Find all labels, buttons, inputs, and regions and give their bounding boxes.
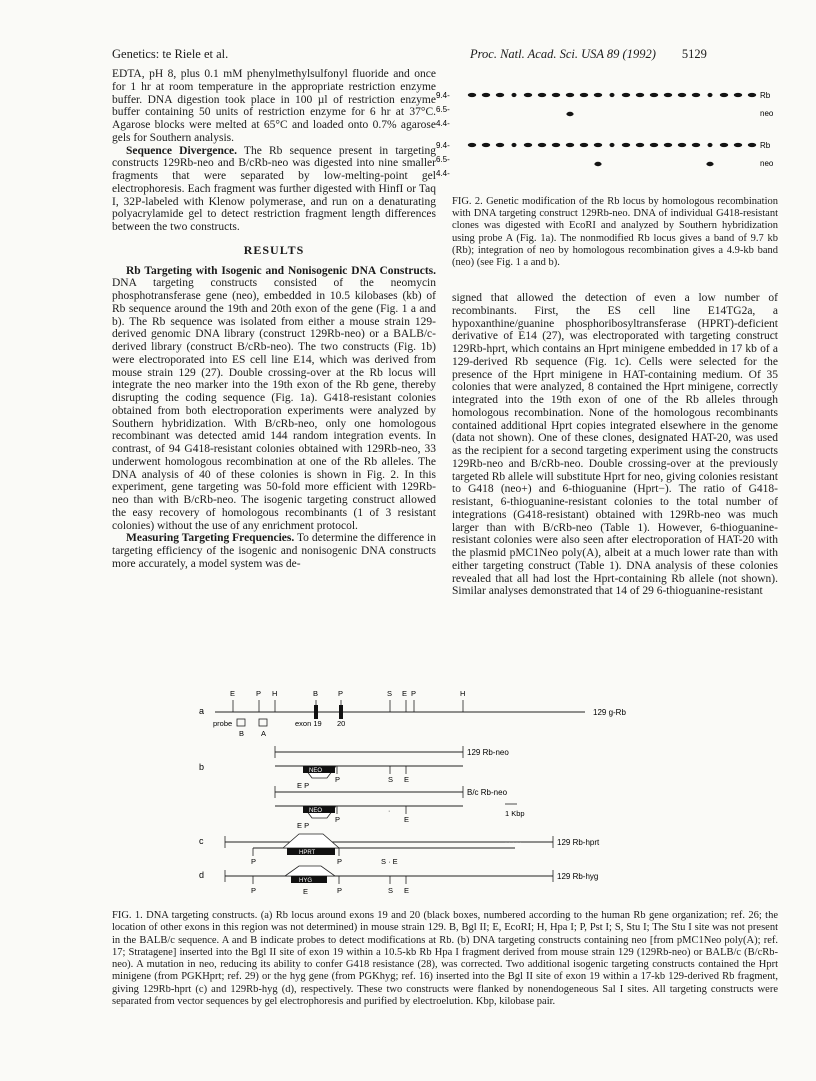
row-d-129rb-hyg [199,866,598,896]
rb-band [636,93,644,97]
rb-band [650,143,658,147]
site-e-hyg-cassette: E [303,887,309,896]
faint-dots: · · · · · [505,840,522,846]
marker-6.5-top: 6.5- [436,105,450,114]
site-p-129: P [335,775,341,784]
running-head-right [470,47,707,62]
rb-band [692,93,700,97]
neo-band [566,112,573,116]
methods-continuation: EDTA, pH 8, plus 0.1 mM phenylmethylsulfonyl fluoride and once for 1 hr at room temperature in the appropriate restriction enzyme buffer. DNA digestion took place in 100 µl of restriction enzyme buffer containing 50 units of restriction enzyme for 6 hr at 37°C. Agarose blocks were melted at 65°C and loaded onto 0.7% agarose gels for Southern analysis. [112,68,436,144]
rb-band [720,93,728,97]
page-number: 5129 [681,47,707,61]
rb-band [580,93,588,97]
site-s-hyg: S [388,886,394,895]
rb-band [678,143,686,147]
exon-19-label: exon 19 [295,719,322,728]
site-e-hyg: E [404,886,410,895]
marker-6.5-bottom: 6.5- [436,155,450,164]
site-s-129: S [388,775,394,784]
marker-9.4-bottom: 9.4- [436,141,450,150]
journal-citation: Proc. Natl. Acad. Sci. USA 89 (1992) [470,47,656,61]
probe-label: probe [213,719,233,728]
site-label-H2: H [460,689,466,698]
marker-9.4-top: 9.4- [436,91,450,100]
southern-blot-figure [430,84,790,214]
rb-band [636,143,644,147]
probe-b-box [237,719,245,726]
site-p-hprt-right: P [337,857,343,866]
site-label-P3: P [411,689,417,698]
band-label-neo-top: neo [760,109,774,118]
rb-band [594,143,602,147]
rb-band [734,93,742,97]
construct-label-129rb-hyg: 129 Rb-hyg [557,872,599,881]
measuring-paragraph [112,532,436,570]
site-e-129: E [404,775,410,784]
exon-19-box [314,705,318,719]
rb-band [524,93,532,97]
row-label-a: a [199,706,205,716]
blot-lanes-top [468,93,756,116]
rb-band [748,143,756,147]
probe-b-label: B [239,729,245,738]
marker-4.4-bottom: 4.4- [436,169,450,178]
blot-panel-bottom [436,141,774,178]
rb-band [734,143,742,147]
site-label-S: S [387,689,393,698]
sites-s-e-hprt: S · E [381,857,398,866]
rb-band [552,93,560,97]
rb-band [692,143,700,147]
rb-band [468,143,476,147]
rb-targeting-paragraph [112,265,436,533]
rb-band [610,143,615,147]
row-label-b: b [199,762,205,772]
row-c-129rb-hprt [199,834,600,866]
rb-band [708,143,713,147]
row-a-locus [199,689,626,738]
rb-band [566,143,574,147]
blot-lanes-bottom [468,143,756,166]
rb-band [664,93,672,97]
rb-band [496,143,504,147]
sequence-divergence-body: The Rb sequence present in targeting constructs 129Rb-neo and B/cRb-neo was digested into nine smaller fragments that were separated by low-melting-point gel electrophoresis. Each fragment was further digested with HinfI or Taq I, 32P-labeled with Klenow polymerase, and run on a denaturating polyacrylamide gel to detect restriction fragment length differences between the two constructs. [112,144,436,233]
rb-band [524,143,532,147]
site-p-hyg-right: P [337,886,343,895]
rb-band [622,93,630,97]
site-p-hyg-left: P [251,886,257,895]
fig2-caption: FIG. 2. Genetic modification of the Rb locus by homologous recombination with DNA targeting construct 129Rb-neo. DNA of individual G418-resistant clones was digested with EcoRI and analyzed by Southern hybridization using probe A (Fig. 1a). The nonmodified Rb locus gives a band of 9.7 kb (Rb); integration of neo by homologous recombination gives a 4.9-kb band (neo) (see Fig. 1 a and b). [452,196,778,269]
rb-band [496,93,504,97]
bc-stu-dot: · [388,808,391,815]
construct-label-129rb-hprt: 129 Rb-hprt [557,838,600,847]
site-label-E2: E [402,689,408,698]
scale-bar-label: 1 Kbp [505,809,525,818]
measuring-body: To determine the difference in targeting efficiency of the isogenic and nonisogenic DNA constructs more accurately, a model system was de- [112,532,436,570]
band-label-rb-bottom: Rb [760,141,771,150]
row-b-bc-rb-neo [275,786,525,830]
site-label-P2: P [338,689,344,698]
rb-band [552,143,560,147]
rb-band [610,93,615,97]
band-label-neo-bottom: neo [760,159,774,168]
band-label-rb-top: Rb [760,91,771,100]
site-e-bc: E [404,815,410,824]
running-head-left: Genetics: te Riele et al. [112,47,229,61]
hprt-label: HPRT [299,850,316,856]
rb-targeting-body: DNA targeting constructs consisted of the neomycin phosphotransferase gene (neo), embedded in 10.5 kilobases (kb) of Rb sequence around the 19th and 20th exon of the gene (Fig. 1 a and b). The Rb sequence was isolated from either a mouse strain 129-derived genomic DNA library (construct 129Rb-neo) or a BALB/c-derived library (construct B/cRb-neo). The two constructs (Fig. 1b) were electroporated into ES cell line E14, which was derived from mouse strain 129 (27). Double crossing-over at the Rb locus will integrate the neo marker into the 19th exon of the Rb gene, thereby disrupting the coding sequence (Fig. 1a). G418-resistant colonies obtained from both electroporation experiments were analyzed by Southern hybridization. With B/cRb-neo, only one homologous recombinant was detected amid 144 random integration events. In contrast, of 94 G418-resistant colonies obtained with 129Rb-neo, 33 underwent homologous recombination at one of the Rb alleles. The DNA analysis of 40 of these colonies is shown in Fig. 2. In this experiment, gene targeting was 50-fold more efficient with 129Rb-neo than with B/cRb-neo. The isogenic targeting construct allowed the easy recovery of homologous recombinants (1 of 3 resistant colonies) without the use of any enrichment protocol. [112,277,436,532]
measuring-heading: Measuring Targeting Frequencies. [126,532,295,545]
rb-band [678,93,686,97]
exon-20-label: 20 [337,719,346,728]
rb-band [512,143,517,147]
row-label-c: c [199,836,204,846]
site-p-bc: P [335,815,341,824]
exon-20-box [339,705,343,719]
blot-panel-top [436,91,774,128]
site-label-H1: H [272,689,278,698]
site-label-B: B [313,689,319,698]
row-b-129rb-neo [199,746,509,790]
rb-band [512,93,517,97]
right-column-body: signed that allowed the detection of even a low number of recombinants. First, the ES cell line E14TG2a, a hypoxanthine/guanine phosphoribosyltransferase (HPRT)-deficient derivative of E14 (27), was electroporated with targeting construct 129Rb-hprt, which contains an Hprt minigene embedded in 17 kb of a 129-derived Rb sequence (Fig. 1c). Cells were selected for the presence of the Hprt minigene in HAT-containing medium. Of 35 colonies that were analyzed, 8 contained the Hprt minigene, correctly integrated into the 19th exon of one of the Rb alleles through homologous recombination. None of the homologous recombinants contained additional Hprt copies integrated elsewhere in the genome (data not shown). One of these clones, designated HAT-20, was used as the recipient for a second targeting experiment using the constructs 129Rb-neo and B/cRb-neo. Double crossing-over at the previously targeted Rb allele will substitute Hprt for neo, giving colonies resistant to G418 (neo+) and 6-thioguanine (Hprt−). The ratio of G418-resistant, 6-thioguanine-resistant colonies to the total number of integrations (G418-resistant) obtained with 129Rb-neo was much larger than with B/cRb-neo (Table 1). However, 6-thioguanine-resistant colonies were also seen after electroporation of HAT-20 with the plasmid pMC1Neo poly(A), albeit at a much lower rate than with either targeting construct (Table 1). DNA analysis of these colonies revealed that all had lost the Hprt-containing Rb allele (not shown). Similar analyses demonstrated that 14 of 29 6-thioguanine-resistant [452,292,778,598]
locus-label-129g-rb: 129 g-Rb [593,708,626,717]
left-column [112,68,436,571]
rb-band [708,93,713,97]
rb-band [622,143,630,147]
rb-band [482,93,490,97]
construct-label-129rb-neo: 129 Rb-neo [467,748,509,757]
rb-targeting-heading: Rb Targeting with Isogenic and Nonisogenic DNA Constructs. [126,264,436,277]
results-heading: RESULTS [243,242,305,257]
sites-ep-bc: E P [297,821,310,830]
rb-band [664,143,672,147]
site-p-hprt-left: P [251,857,257,866]
neo-band [594,162,601,166]
row-label-d: d [199,870,205,880]
sequence-divergence-paragraph [112,145,436,234]
neo-label-129: NEO [309,768,323,774]
rb-band [720,143,728,147]
rb-band [566,93,574,97]
probe-a-box [259,719,267,726]
rb-band [594,93,602,97]
targeting-constructs-diagram [195,682,655,907]
sequence-divergence-heading: Sequence Divergence. [126,144,237,157]
rb-band [538,143,546,147]
probe-a-label: A [261,729,267,738]
rb-band [580,143,588,147]
hyg-label: HYG [299,878,313,884]
construct-label-bc-rb-neo: B/c Rb-neo [467,788,508,797]
sites-ep-129: E P [297,781,310,790]
rb-band [482,143,490,147]
marker-4.4-top: 4.4- [436,119,450,128]
rb-band [650,93,658,97]
site-label-E1: E [230,689,236,698]
rb-band [748,93,756,97]
fig1-caption: FIG. 1. DNA targeting constructs. (a) Rb locus around exons 19 and 20 (black boxes, numbered according to the human Rb gene organization; ref. 26; the location of other exons in this region was not determined) in mouse strain 129. B, Bgl II; E, EcoRI; H, Hpa I; P, Pst I; S, Stu I; The Stu I site was not present in the BALB/c sequence. A and B indicate probes to detect modifications at Rb. (b) DNA targeting constructs containing neo [from pMC1Neo poly(A); ref. 17; Stratagene] inserted into the Bgl II site of exon 19 within a 10.5-kb Rb Hpa I fragment derived from mouse strain 129 (129Rb-neo) or BALB/c (B/cRb-neo). A mutation in neo, reducing its ability to confer G418 resistance (28), was corrected. Two additional isogenic targeting constructs contained the Hprt minigene (from PGKHprt; ref. 29) or the hyg gene (from PGKhyg; ref. 16) inserted into the Bgl II site of exon 19 within a 17-kb 129-derived Rb fragment, giving 129Rb-hprt (c) and 129Rb-hyg (d), respectively. These two constructs were flanked by nonendogeneous Sal I sites. All targeting constructs were separated from vector sequences by gel electrophoresis and purified by electroelution. Kbp, kilobase pair. [112,910,778,1008]
right-column [452,292,778,598]
rb-band [538,93,546,97]
neo-label-bc: NEO [309,808,323,814]
neo-band [706,162,713,166]
site-label-P1: P [256,689,262,698]
rb-band [468,93,476,97]
